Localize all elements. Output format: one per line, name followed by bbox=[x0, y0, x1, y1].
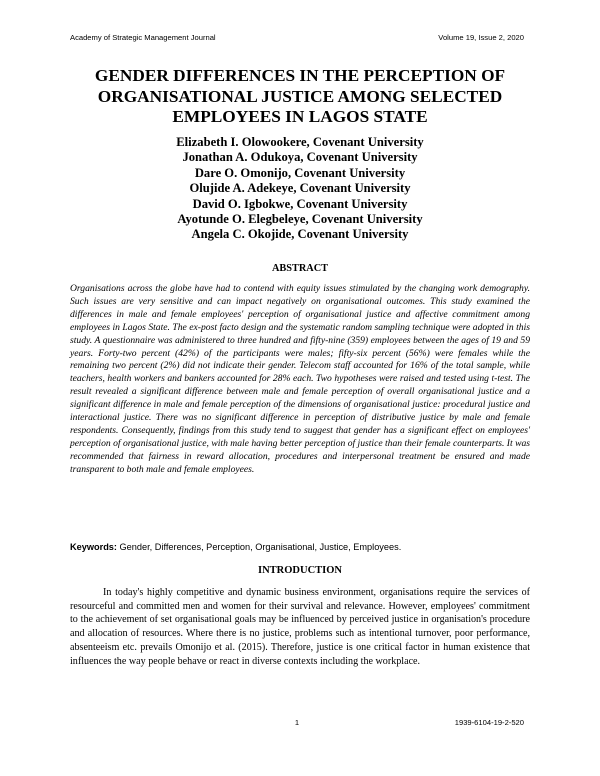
article-code: 1939-6104-19-2-520 bbox=[454, 718, 524, 727]
journal-name: Academy of Strategic Management Journal bbox=[70, 33, 216, 42]
keywords-label: Keywords: bbox=[70, 542, 117, 552]
author-list bbox=[70, 135, 530, 243]
author: Olujide A. Adekeye, Covenant University bbox=[189, 181, 411, 196]
title-line: ORGANISATIONAL JUSTICE AMONG SELECTED bbox=[97, 86, 503, 106]
author: Jonathan A. Odukoya, Covenant University bbox=[182, 150, 418, 165]
running-header bbox=[70, 33, 524, 45]
keywords-list: Gender, Differences, Perception, Organisational, Justice, Employees. bbox=[116, 542, 402, 552]
author: Ayotunde O. Elegbeleye, Covenant University bbox=[177, 212, 423, 227]
introduction-heading: INTRODUCTION bbox=[257, 565, 342, 576]
keywords bbox=[70, 542, 530, 552]
abstract-text: Organisations across the globe have had to contend with equity issues stimulated by the changing work demography. Such issues are very sensitive and can impact negatively on organisational outcomes. This study examined the differences in male and female employees' perception of organisational justice and affective commitment among employees in Lagos State. The ex-post facto design and the systematic random sampling technique were adopted in this study. A questionnaire was administered to three hundred and fifty-nine (359) employees between the ages of 19 and 59 years. Forty-two percent (42%) of the participants were males; fifty-six percent (56%) were females while the remaining two percent (2%) did not indicate their gender. Telecom staff accounted for 16% of the total sample, while teachers, health workers and bankers accounted for 28% each. Two hypotheses were raised and tested using t-test. The result revealed a significant difference between male and female perception of overall organisational justice and a significant difference in male and female perception of the dimensions of organisational justice: procedural justice and interactional justice. There was no significant difference in perception of distributive justice by male and female respondents. Consequently, findings from this study tend to suggest that gender has a significant effect on employees' perception of organisational justice, with male having better perception of justice than their female counterparts. It was recommended that fairness in reward allocation, procedures and interpersonal treatment be ensured and made transparent to both male and female employees. bbox=[70, 283, 530, 475]
introduction-text: In today's highly competitive and dynamic business environment, organisations require the services of resourceful and committed men and women for their survival and relevance. However, employees' commitment to the achievement of set organisational goals may be influenced by perceived justice in organisation's procedure and allocation of resources. Where there is no justice, problems such as intentional turnover, poor performance, absenteeism etc. prevails Omonijo et al. (2015). Therefore, justice is one critical factor in human existence that influences the way people behave or react in diverse contexts including the workplace. bbox=[70, 587, 530, 667]
title-line: EMPLOYEES IN LAGOS STATE bbox=[172, 107, 428, 126]
page-footer bbox=[70, 718, 524, 730]
author: Elizabeth I. Olowookere, Covenant University bbox=[176, 135, 424, 149]
abstract-heading: ABSTRACT bbox=[271, 263, 329, 274]
volume-issue: Volume 19, Issue 2, 2020 bbox=[438, 33, 524, 42]
paper-title bbox=[70, 66, 530, 128]
author: Dare O. Omonijo, Covenant University bbox=[194, 165, 406, 180]
page-number: 1 bbox=[294, 718, 300, 727]
author: Angela C. Okojide, Covenant University bbox=[191, 227, 409, 242]
title-line: GENDER DIFFERENCES IN THE PERCEPTION OF bbox=[94, 66, 506, 85]
author: David O. Igbokwe, Covenant University bbox=[192, 196, 408, 211]
